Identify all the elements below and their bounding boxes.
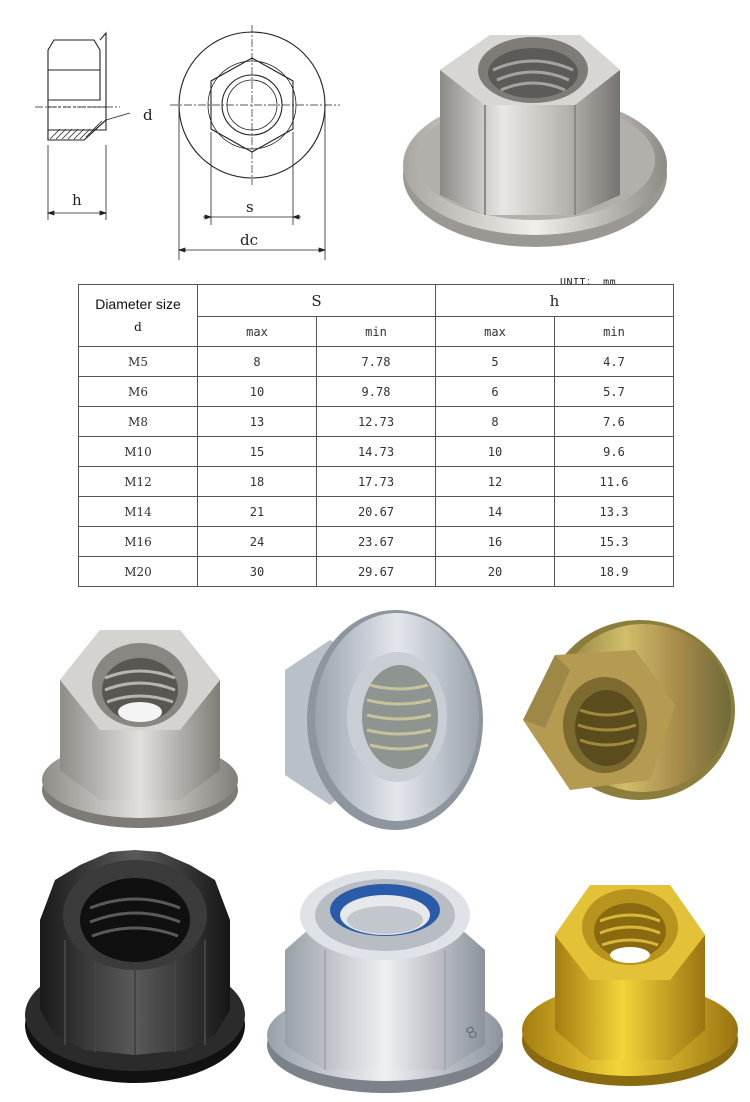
cell-d: M16	[79, 527, 198, 557]
cell-s-max: 10	[198, 377, 317, 407]
cell-s-min: 17.73	[317, 467, 436, 497]
cell-s-max: 24	[198, 527, 317, 557]
cell-h-max: 5	[436, 347, 555, 377]
cell-d: M12	[79, 467, 198, 497]
header-s-max: max	[198, 317, 317, 347]
side-view-drawing	[30, 25, 170, 225]
cell-h-min: 15.3	[555, 527, 674, 557]
yellow-zinc-flange-nut-photo	[515, 610, 735, 825]
cell-h-min: 5.7	[555, 377, 674, 407]
header-h-min: min	[555, 317, 674, 347]
header-group-s: S	[198, 285, 436, 317]
cell-d: M5	[79, 347, 198, 377]
nylon-insert-flange-nut-photo	[265, 855, 505, 1095]
cell-h-max: 16	[436, 527, 555, 557]
cell-s-min: 9.78	[317, 377, 436, 407]
cell-h-max: 6	[436, 377, 555, 407]
cell-s-max: 21	[198, 497, 317, 527]
label-dc: dc	[240, 231, 259, 249]
table-header-row	[79, 285, 674, 317]
table-row	[79, 557, 674, 587]
cell-h-max: 14	[436, 497, 555, 527]
cell-s-max: 8	[198, 347, 317, 377]
cell-s-min: 29.67	[317, 557, 436, 587]
header-group-h: h	[436, 285, 674, 317]
table-row	[79, 467, 674, 497]
header-d-label: d	[134, 320, 142, 334]
table-row	[79, 437, 674, 467]
label-h: h	[72, 191, 82, 209]
unit-label: UNIT： mm	[560, 277, 617, 288]
cell-h-min: 4.7	[555, 347, 674, 377]
insert-mark: 8	[462, 1021, 481, 1044]
top-view-drawing	[170, 20, 350, 265]
table-row	[79, 497, 674, 527]
cell-h-min: 13.3	[555, 497, 674, 527]
stainless-flange-nut-top-photo	[25, 620, 255, 835]
header-h-max: max	[436, 317, 555, 347]
cell-s-max: 15	[198, 437, 317, 467]
table-row	[79, 407, 674, 437]
cell-h-min: 18.9	[555, 557, 674, 587]
cell-h-max: 12	[436, 467, 555, 497]
header-diameter-label: Diameter size	[95, 296, 181, 312]
cell-h-max: 8	[436, 407, 555, 437]
header-diameter-size	[79, 285, 198, 347]
black-12-point-flange-nut-photo	[20, 840, 250, 1090]
spec-table	[78, 284, 674, 587]
cell-d: M20	[79, 557, 198, 587]
cell-s-min: 7.78	[317, 347, 436, 377]
cell-s-min: 12.73	[317, 407, 436, 437]
label-s: s	[246, 198, 254, 216]
cell-s-min: 23.67	[317, 527, 436, 557]
cell-h-max: 20	[436, 557, 555, 587]
cell-h-min: 7.6	[555, 407, 674, 437]
label-d: d	[143, 106, 153, 124]
stainless-flange-nut-photo	[395, 10, 695, 265]
cell-s-min: 20.67	[317, 497, 436, 527]
cell-h-min: 11.6	[555, 467, 674, 497]
gold-zinc-flange-nut-photo	[520, 865, 740, 1090]
cell-d: M8	[79, 407, 198, 437]
cell-s-max: 13	[198, 407, 317, 437]
cell-d: M6	[79, 377, 198, 407]
cell-d: M14	[79, 497, 198, 527]
cell-d: M10	[79, 437, 198, 467]
cell-s-min: 14.73	[317, 437, 436, 467]
cell-s-max: 18	[198, 467, 317, 497]
header-s-min: min	[317, 317, 436, 347]
cell-h-min: 9.6	[555, 437, 674, 467]
cell-s-max: 30	[198, 557, 317, 587]
table-row	[79, 527, 674, 557]
table-row	[79, 377, 674, 407]
table-row	[79, 347, 674, 377]
cell-h-max: 10	[436, 437, 555, 467]
zinc-flange-nut-side-photo	[275, 605, 485, 835]
